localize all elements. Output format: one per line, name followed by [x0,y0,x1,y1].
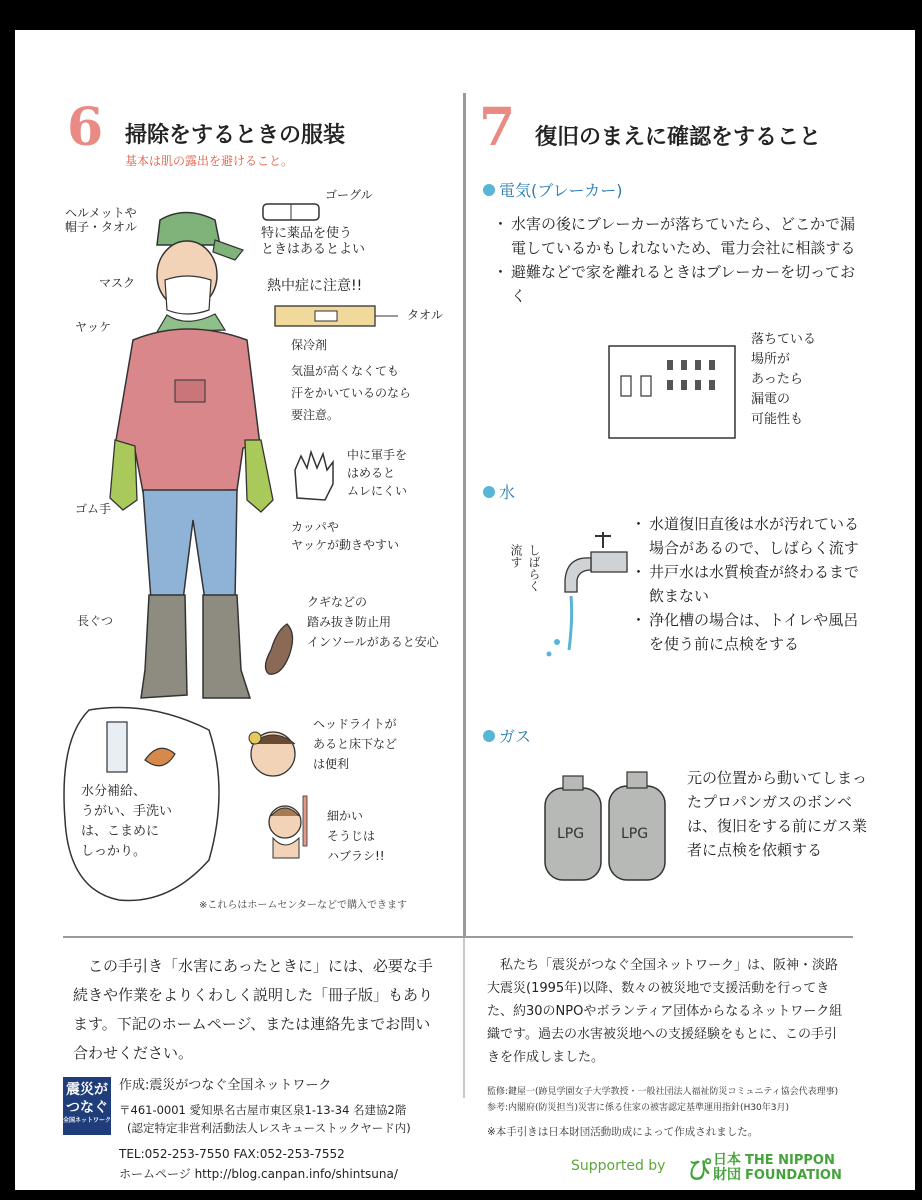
mask-label: マスク [99,276,136,290]
section-6-subtitle: 基本は肌の露出を避けること。 [125,154,294,168]
faucet-illustration [531,522,631,662]
flush-note: しばらく 流す [509,544,541,592]
list-item: ・ 水害の後にブレーカーが落ちていたら、どこかで漏電しているかもしれないため、電力会社に相談する [497,212,865,260]
gas-text: 元の位置から動いてしまったプロパンガスのボンベは、復旧をする前にガス業者に点検を依頼する [687,769,868,859]
work-gloves-note: 中に軍手を はめると ムレにくい [347,448,408,498]
headlight-note: ヘッドライトが あると床下など は便利 [313,717,398,771]
section-7-number: 7 [479,97,516,158]
section-6-title: 掃除をするときの服装 [125,122,346,148]
work-glove-icon [287,448,343,504]
goggles-note: 特に薬品を使う ときはあるとよい [261,226,366,257]
footer-divider [463,938,465,1098]
raincoat-note: カッパや ヤッケが動きやすい [291,520,400,552]
address: 〒461-0001 愛知県名古屋市東区泉1-13-34 名建協2階 [119,1103,407,1117]
water-heading [483,480,515,503]
section-7-title: 復旧のまえに確認をすること [535,124,822,150]
list-item: ・ 浄化槽の場合は、トイレや風呂を使う前に点検をする [635,608,865,656]
author-credit: 作成:震災がつなぐ全国ネットワーク [119,1078,332,1093]
funding-note: ※本手引きは日本財団活動助成によって作成されました。 [487,1126,759,1138]
list-item: ・ 井戸水は水質検査が終わるまで飲まない [635,560,865,608]
insole-note: クギなどの 踏み抜き防止用 インソールがあると安心 [307,595,439,649]
goggles-icon [261,200,321,224]
tank-label-right: LPG [621,826,649,842]
jacket-label: ヤッケ [75,320,112,334]
towel-label: タオル [407,308,444,322]
rubber-gloves-label: ゴム手 [75,502,112,516]
toothbrush-note: 細かい そうじは ハブラシ!! [327,809,385,863]
foundation-jp-line: 日本 [713,1151,741,1168]
goggles-label: ゴーグル [325,188,373,202]
temperature-note: 気温が高くなくても 汗をかいているのなら 要注意。 [291,364,412,422]
foundation-en-line: FOUNDATION [745,1167,842,1183]
logo-text: 震災が [66,1082,108,1098]
foundation-en-line: THE NIPPON [745,1152,835,1168]
logo-text: 全国ネットワーク [63,1117,112,1124]
organization-description: 私たち「震災がつなぐ全国ネットワーク」は、阪神・淡路大震災(1995年)以降、数々の被災地で支援活動を行ってきた、約30のNPOやボランティア団体からなるネットワーク組織です。過去の水害被災地への支援経験をもとに、この手引きを作成しました。 [487,958,843,1065]
vertical-divider [463,93,466,936]
bullet-dot-icon [483,730,495,742]
section-6-number: 6 [67,97,104,158]
gas-heading-label: ガス [499,727,532,746]
electricity-heading-label: 電気(ブレーカー) [499,181,623,200]
foundation-jp-line: 財団 [713,1166,741,1183]
foundation-jp-name [713,1153,741,1183]
insole-icon [259,620,299,680]
nippon-foundation-logo [687,1150,842,1185]
bullet-dot-icon [483,184,495,196]
network-logo [63,1077,111,1135]
heatstroke-note: 熱中症に注意!! [267,278,363,294]
electricity-heading [483,178,623,201]
towel-icon [273,303,403,329]
water-list [635,512,865,656]
contact-numbers: TEL:052-253-7550 FAX:052-253-7552 [119,1147,345,1161]
reference-credit: 参考:内閣府(防災担当)災害に係る住家の被害認定基準運用指針(H30年3月) [487,1103,790,1113]
homepage-link[interactable]: ホームページ http://blog.canpan.info/shintsuna/ [119,1167,398,1181]
headlight-illustration [241,720,305,780]
water-heading-label: 水 [499,483,516,502]
section-6-footnote: ※これらはホームセンターなどで購入できます [199,900,407,911]
toothbrush-illustration [255,792,325,862]
organization-name: (認定特定非営利活動法人レスキューストックヤード内) [127,1121,411,1135]
coolant-label: 保冷剤 [291,338,328,352]
water-intake-note: 水分補給、 うがい、手洗い は、こまめに しっかり。 [81,784,173,859]
supervision-credit: 監修:鍵屋一(跡見学園女子大学教授・一般社団法人福祉防災コミュニティ協会代表理事) [487,1087,839,1097]
list-item: ・ 避難などで家を離れるときはブレーカーを切っておく [497,260,865,308]
foundation-en-name [745,1153,842,1183]
booklet-notice: この手引き「水害にあったときに」には、必要な手続きや作業をよりくわしく説明した「冊子版」もあります。下記のホームページ、または連絡先までお問い合わせください。 [73,957,434,1062]
gas-tanks-illustration [535,764,675,884]
supported-by-label: Supported by [571,1158,666,1174]
breaker-panel-illustration [605,336,745,446]
tank-label-left: LPG [557,826,585,842]
bullet-dot-icon [483,486,495,498]
horizontal-divider [63,936,853,938]
page [15,30,915,1190]
list-item: ・ 水道復旧直後は水が汚れている場合があるので、しばらく流す [635,512,865,560]
boots-label: 長ぐつ [77,614,114,628]
foundation-mark-icon: ぴ [687,1156,711,1184]
helmet-label: ヘルメットや 帽子・タオル [65,206,138,235]
gas-heading [483,724,531,747]
breaker-note: 落ちている 場所が あったら 漏電の 可能性も [751,332,816,427]
electricity-list [497,212,865,308]
logo-text: つなぐ [66,1100,108,1116]
